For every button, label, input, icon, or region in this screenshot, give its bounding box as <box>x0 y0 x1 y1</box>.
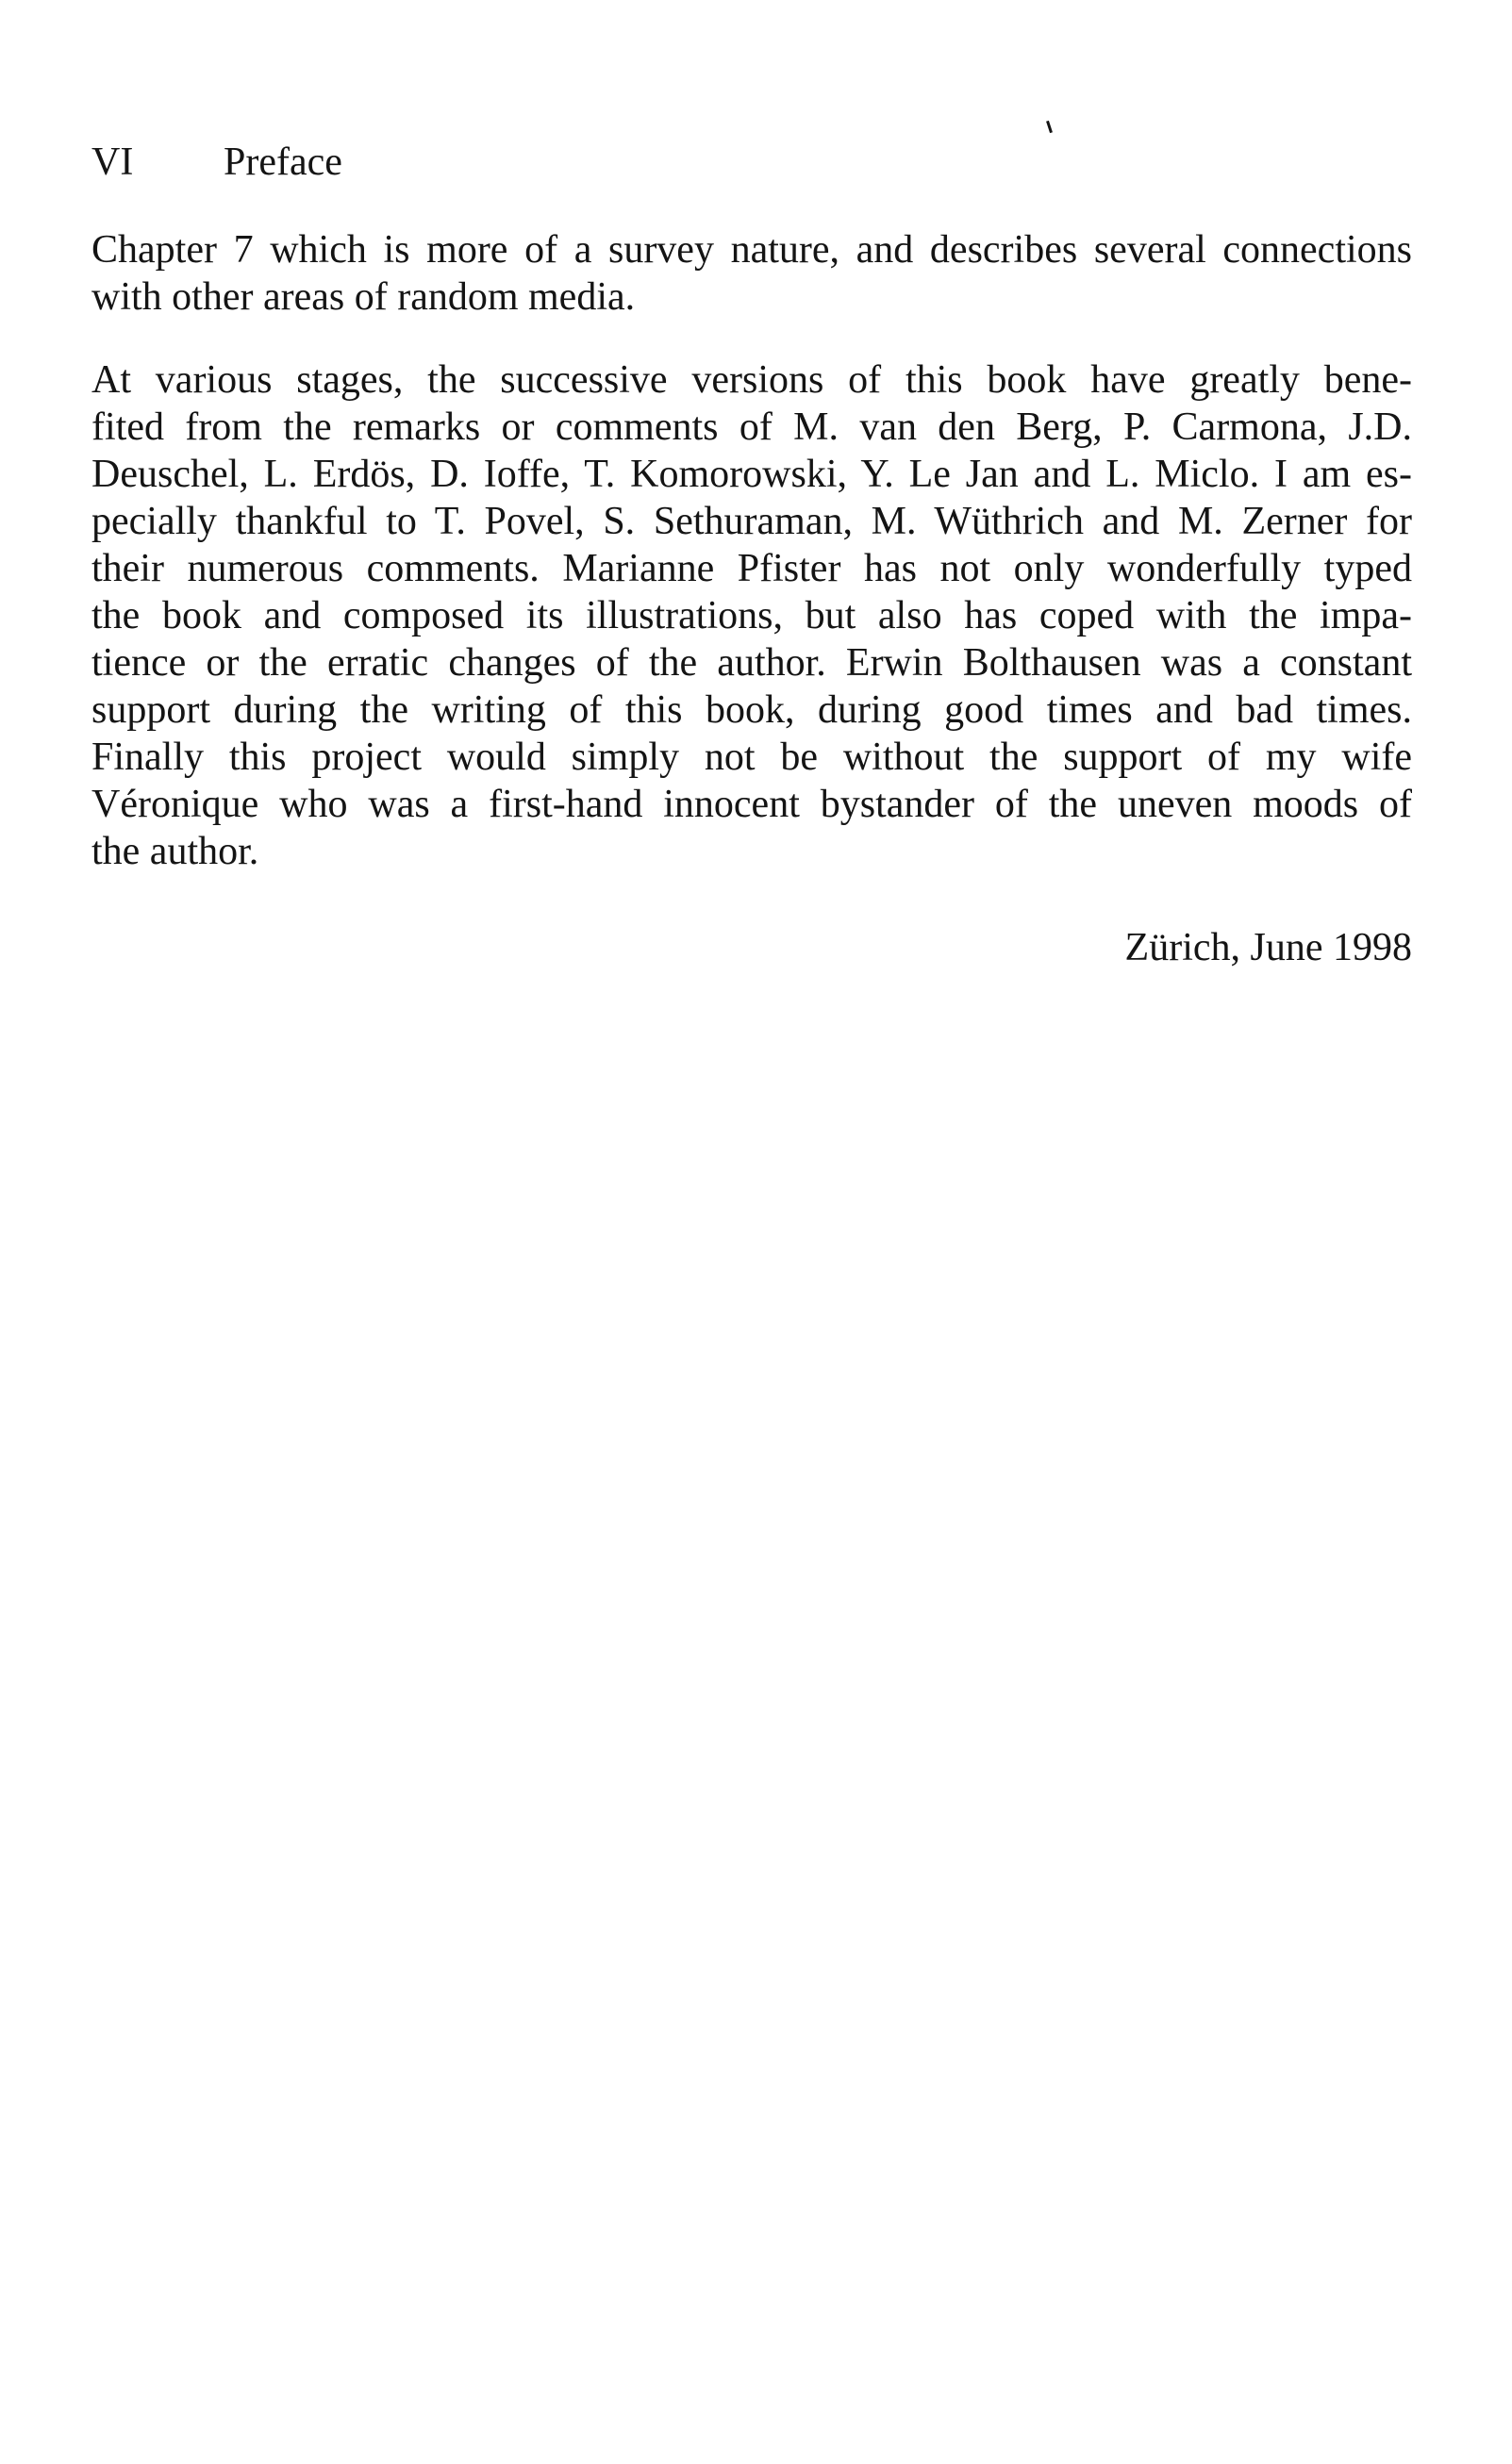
text-line: Finally this project would simply not be without the support of my wife <box>91 736 1412 779</box>
text-line: support during the writing of this book, during good times and bad times. <box>91 688 1412 732</box>
text-line: Deuschel, L. Erdös, D. Ioffe, T. Komorowski, Y. Le Jan and L. Miclo. I am es- <box>91 453 1412 496</box>
text-line: tience or the erratic changes of the author. Erwin Bolthausen was a constant <box>91 641 1412 685</box>
text-line: At various stages, the successive versions of this book have greatly bene- <box>91 358 1412 402</box>
text-line: their numerous comments. Marianne Pfister has not only wonderfully typed <box>91 547 1412 590</box>
text-line: Véronique who was a first-hand innocent bystander of the uneven moods of <box>91 783 1412 826</box>
paragraph <box>91 356 1412 875</box>
text-line: pecially thankful to T. Povel, S. Sethuraman, M. Wüthrich and M. Zerner for <box>91 500 1412 543</box>
running-header <box>91 140 342 185</box>
text-line: with other areas of random media. <box>91 275 636 319</box>
section-title: Preface <box>224 141 342 184</box>
signoff-dateline: Zürich, June 1998 <box>1124 926 1412 969</box>
text-line: fited from the remarks or comments of M. van den Berg, P. Carmona, J.D. <box>91 405 1412 449</box>
scan-artifact-mark <box>1046 121 1053 133</box>
text-line: the book and composed its illustrations, but also has coped with the impa- <box>91 594 1412 637</box>
page-number: VI <box>91 141 134 184</box>
body-text <box>91 226 1412 971</box>
paragraph <box>91 226 1412 321</box>
text-line: the author. <box>91 830 259 873</box>
text-line: Chapter 7 which is more of a survey nature, and describes several connections <box>91 228 1412 272</box>
